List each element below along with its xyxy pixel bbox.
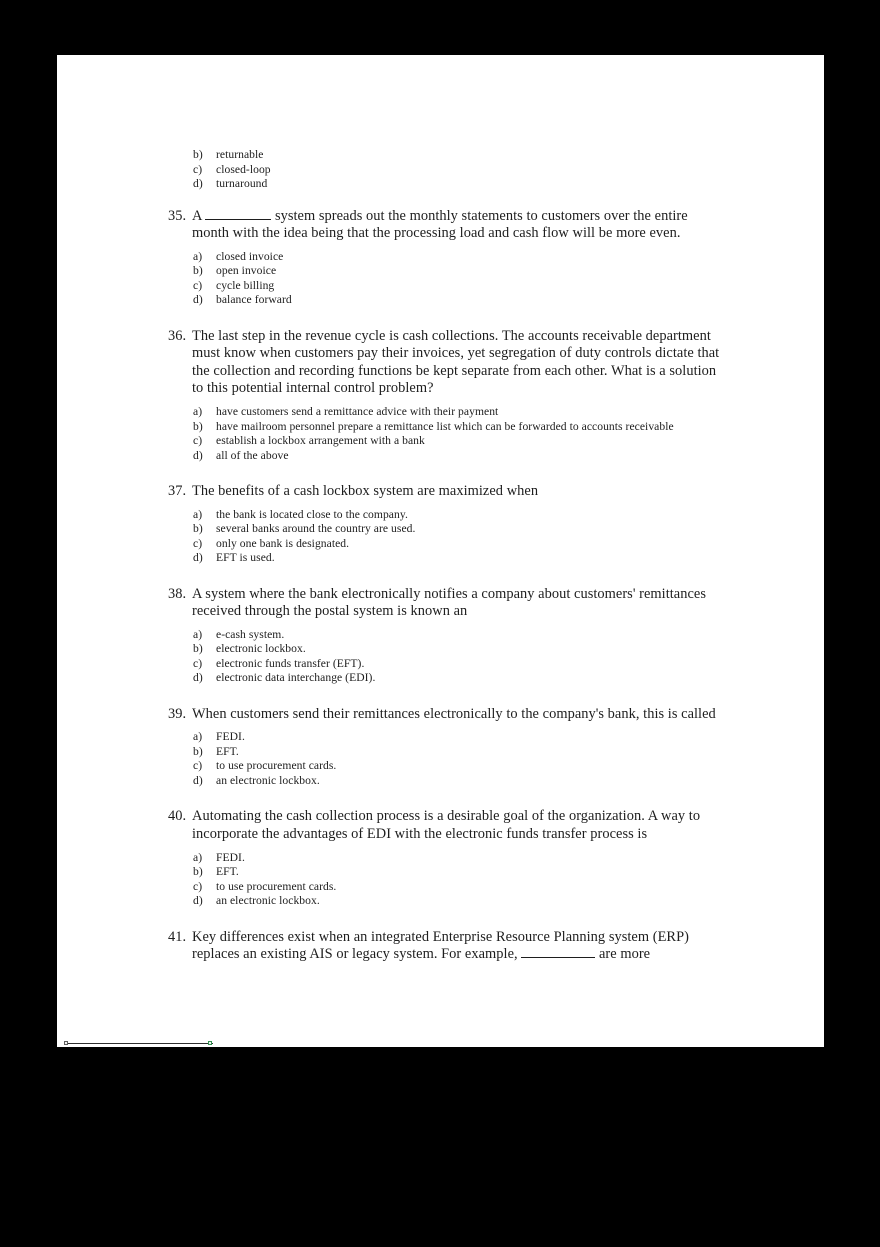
options-list xyxy=(193,730,728,788)
option-text: all of the above xyxy=(216,448,289,462)
option-letter: c) xyxy=(193,656,203,670)
option-letter: a) xyxy=(193,249,203,263)
question-text: When customers send their remittances electronically to the company's bank, this is called xyxy=(192,705,716,722)
question-stem-row xyxy=(168,808,728,843)
document-page-sheet xyxy=(57,55,824,1047)
question-stem-row xyxy=(168,328,728,398)
question-38 xyxy=(168,586,728,686)
list-item xyxy=(193,745,728,760)
option-letter: d) xyxy=(193,448,203,462)
question-35 xyxy=(168,208,728,308)
list-item xyxy=(193,730,728,745)
option-text: to use procurement cards. xyxy=(216,759,337,773)
options-list xyxy=(193,628,728,686)
list-item xyxy=(193,508,728,523)
list-item xyxy=(193,250,728,265)
options-list xyxy=(193,851,728,909)
question-text: Automating the cash collection process is a desirable goal of the organization. A way to incorporate the advantages of EDI with the electronic funds transfer process is xyxy=(192,808,701,843)
list-item xyxy=(193,851,728,866)
option-text: several banks around the country are used. xyxy=(216,522,416,536)
question-text xyxy=(192,929,728,964)
option-letter: c) xyxy=(193,536,203,550)
option-text: EFT. xyxy=(216,744,239,758)
option-letter: c) xyxy=(193,759,203,773)
option-letter: b) xyxy=(193,522,203,536)
option-text: cycle billing xyxy=(216,278,275,292)
document-content-column xyxy=(168,148,728,968)
option-text: balance forward xyxy=(216,293,292,307)
list-item xyxy=(193,642,728,657)
option-text: have customers send a remittance advice with their payment xyxy=(216,405,499,419)
option-letter: a) xyxy=(193,730,203,744)
list-item xyxy=(193,774,728,789)
horizontal-rule-line xyxy=(67,1043,213,1044)
list-item xyxy=(193,420,728,435)
spacer xyxy=(168,690,728,706)
question-text: A system where the bank electronically notifies a company about customers' remittances received through the postal system is known an xyxy=(192,585,706,620)
option-letter: d) xyxy=(193,551,203,565)
option-letter: b) xyxy=(193,744,203,758)
list-item xyxy=(193,148,728,163)
resize-handle-left[interactable] xyxy=(64,1041,68,1045)
question-37 xyxy=(168,483,728,566)
question-number: 41. xyxy=(168,928,187,945)
question-text-before-blank: Key differences exist when an integrated Enterprise Resource Planning system (ERP) replaces an existing AIS or legacy system. For example, xyxy=(192,928,689,963)
list-item xyxy=(193,551,728,566)
option-text: FEDI. xyxy=(216,730,245,744)
option-text: only one bank is designated. xyxy=(216,536,350,550)
list-item xyxy=(193,880,728,895)
option-text: returnable xyxy=(216,148,264,161)
option-text: FEDI. xyxy=(216,850,245,864)
list-item xyxy=(193,628,728,643)
fill-in-blank xyxy=(521,957,595,958)
option-text: turnaround xyxy=(216,177,268,190)
option-letter: b) xyxy=(193,419,203,433)
option-text: the bank is located close to the company. xyxy=(216,507,408,521)
option-text: electronic lockbox. xyxy=(216,642,306,656)
option-letter: d) xyxy=(193,773,203,787)
horizontal-rule-object[interactable] xyxy=(64,1041,216,1046)
question-number: 38. xyxy=(168,585,187,602)
option-letter: a) xyxy=(193,850,203,864)
question-stem-row xyxy=(168,483,728,501)
fill-in-blank xyxy=(205,219,271,220)
option-letter: b) xyxy=(193,148,203,161)
option-letter: b) xyxy=(193,865,203,879)
list-item xyxy=(193,279,728,294)
question-stem-row xyxy=(168,929,728,964)
list-item xyxy=(193,894,728,909)
option-text: EFT. xyxy=(216,865,239,879)
option-letter: d) xyxy=(193,671,203,685)
list-item xyxy=(193,293,728,308)
options-list xyxy=(193,508,728,566)
option-letter: d) xyxy=(193,177,203,190)
question-number: 39. xyxy=(168,705,187,722)
option-letter: d) xyxy=(193,293,203,307)
list-item xyxy=(193,537,728,552)
list-item xyxy=(193,434,728,449)
option-text: to use procurement cards. xyxy=(216,879,337,893)
spacer xyxy=(168,192,728,208)
question-text-after-blank: system spreads out the monthly statements to customers over the entire month with the idea being that the processing load and cash flow will be more even. xyxy=(192,207,688,242)
option-letter: a) xyxy=(193,405,203,419)
option-text: EFT is used. xyxy=(216,551,275,565)
option-text: establish a lockbox arrangement with a bank xyxy=(216,434,425,448)
option-text: open invoice xyxy=(216,264,277,278)
question-stem-row xyxy=(168,706,728,724)
spacer xyxy=(168,913,728,929)
option-text: electronic data interchange (EDI). xyxy=(216,671,376,685)
spacer xyxy=(168,570,728,586)
question-text-after-blank: are more xyxy=(595,946,651,963)
option-letter: a) xyxy=(193,627,203,641)
option-text: have mailroom personnel prepare a remittance list which can be forwarded to accounts receivable xyxy=(216,419,674,433)
list-item xyxy=(193,405,728,420)
option-letter: d) xyxy=(193,894,203,908)
option-text: closed-loop xyxy=(216,162,271,176)
option-text: e-cash system. xyxy=(216,627,285,641)
option-text: closed invoice xyxy=(216,249,284,263)
list-item xyxy=(193,865,728,880)
spacer xyxy=(168,467,728,483)
question-36 xyxy=(168,328,728,463)
question-number: 35. xyxy=(168,207,187,224)
spacer xyxy=(168,312,728,328)
question-number: 36. xyxy=(168,327,187,344)
continued-options-list xyxy=(193,148,728,192)
question-stem-row xyxy=(168,586,728,621)
list-item xyxy=(193,522,728,537)
option-letter: c) xyxy=(193,162,203,176)
list-item xyxy=(193,657,728,672)
question-text: The last step in the revenue cycle is cash collections. The accounts receivable department must know when customers pay their invoices, yet segregation of duty controls dictate that the collection and recording functions be kept separate from each other. What is a solution to this potential internal control problem? xyxy=(192,327,720,397)
options-list xyxy=(193,250,728,308)
question-number: 40. xyxy=(168,808,187,825)
options-list xyxy=(193,405,728,463)
question-number: 37. xyxy=(168,483,187,500)
option-text: an electronic lockbox. xyxy=(216,894,320,908)
option-letter: c) xyxy=(193,879,203,893)
question-41 xyxy=(168,929,728,964)
option-text: electronic funds transfer (EFT). xyxy=(216,656,365,670)
list-item xyxy=(193,759,728,774)
option-letter: c) xyxy=(193,434,203,448)
question-40 xyxy=(168,808,728,908)
list-item xyxy=(193,264,728,279)
option-letter: c) xyxy=(193,278,203,292)
list-item xyxy=(193,163,728,178)
spacer xyxy=(168,792,728,808)
option-text: an electronic lockbox. xyxy=(216,773,320,787)
list-item xyxy=(193,671,728,686)
question-39 xyxy=(168,706,728,789)
resize-handle-right[interactable] xyxy=(208,1041,212,1045)
question-text-before-blank: A xyxy=(192,207,206,224)
question-stem-row xyxy=(168,208,728,243)
question-text xyxy=(192,208,728,243)
option-letter: a) xyxy=(193,507,203,521)
option-letter: b) xyxy=(193,264,203,278)
question-text: The benefits of a cash lockbox system are maximized when xyxy=(192,483,539,500)
option-letter: b) xyxy=(193,642,203,656)
list-item xyxy=(193,177,728,192)
list-item xyxy=(193,449,728,464)
